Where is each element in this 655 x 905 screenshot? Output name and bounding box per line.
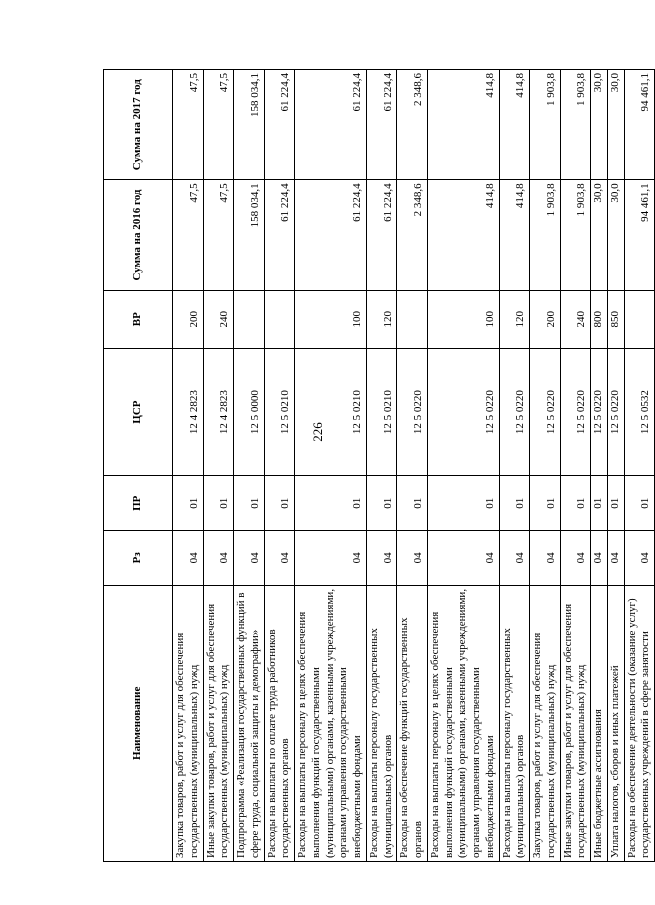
cell-pr: 01 bbox=[624, 476, 655, 531]
cell-pr: 01 bbox=[560, 476, 591, 531]
cell-rz: 04 bbox=[366, 531, 397, 586]
cell-csr: 12 5 0210 bbox=[366, 348, 397, 476]
cell-name: Расходы на выплаты персоналу в целях обеспечения выполнения функций государственными (муниципальными) органами, казенными учреждениями, органами управления государственными внебюджетными фондами bbox=[427, 585, 499, 861]
table-row bbox=[624, 70, 655, 862]
header-pr: ПР bbox=[104, 476, 173, 531]
table-row bbox=[264, 70, 295, 862]
cell-rz: 04 bbox=[397, 531, 428, 586]
cell-rz: 04 bbox=[591, 531, 608, 586]
cell-sum2017: 1 903,8 bbox=[560, 70, 591, 180]
cell-csr: 12 5 0220 bbox=[607, 348, 624, 476]
cell-sum2016: 2 348,6 bbox=[397, 180, 428, 290]
cell-vr bbox=[264, 290, 295, 348]
cell-sum2017: 61 224,4 bbox=[264, 70, 295, 180]
table-row bbox=[427, 70, 499, 862]
cell-vr: 120 bbox=[499, 290, 530, 348]
cell-csr: 12 5 0220 bbox=[560, 348, 591, 476]
cell-sum2016: 1 903,8 bbox=[530, 180, 561, 290]
table-row bbox=[607, 70, 624, 862]
cell-sum2017: 61 224,4 bbox=[366, 70, 397, 180]
cell-sum2016: 47,5 bbox=[203, 180, 234, 290]
cell-name: Расходы на выплаты персоналу в целях обеспечения выполнения функций государственными (муниципальными) органами, казенными учреждениями, органами управления государственными внебюджетными фондами bbox=[295, 585, 367, 861]
cell-csr: 12 5 0220 bbox=[499, 348, 530, 476]
cell-vr bbox=[234, 290, 265, 348]
cell-csr: 12 5 0220 bbox=[530, 348, 561, 476]
cell-name: Расходы на выплаты персоналу государственных (муниципальных) органов bbox=[366, 585, 397, 861]
cell-sum2017: 30,0 bbox=[591, 70, 608, 180]
cell-vr bbox=[397, 290, 428, 348]
cell-vr: 200 bbox=[530, 290, 561, 348]
table-row bbox=[234, 70, 265, 862]
cell-pr: 01 bbox=[427, 476, 499, 531]
budget-table-container bbox=[103, 69, 652, 862]
cell-sum2016: 414,8 bbox=[427, 180, 499, 290]
cell-name: Иные бюджетные ассигнования bbox=[591, 585, 608, 861]
cell-sum2017: 414,8 bbox=[499, 70, 530, 180]
cell-rz: 04 bbox=[203, 531, 234, 586]
cell-name: Уплата налогов, сборов и иных платежей bbox=[607, 585, 624, 861]
cell-sum2017: 30,0 bbox=[607, 70, 624, 180]
cell-csr: 12 5 0210 bbox=[295, 348, 367, 476]
cell-csr: 12 5 0220 bbox=[397, 348, 428, 476]
cell-pr: 01 bbox=[499, 476, 530, 531]
cell-pr: 01 bbox=[173, 476, 204, 531]
cell-vr: 240 bbox=[203, 290, 234, 348]
cell-vr: 100 bbox=[295, 290, 367, 348]
header-sum-2016: Сумма на 2016 год bbox=[104, 180, 173, 290]
cell-sum2016: 414,8 bbox=[499, 180, 530, 290]
cell-pr: 01 bbox=[397, 476, 428, 531]
header-vr: ВР bbox=[104, 290, 173, 348]
cell-pr: 01 bbox=[264, 476, 295, 531]
cell-sum2017: 414,8 bbox=[427, 70, 499, 180]
cell-name: Расходы на выплаты по оплате труда работников государственных органов bbox=[264, 585, 295, 861]
cell-pr: 01 bbox=[607, 476, 624, 531]
cell-sum2016: 1 903,8 bbox=[560, 180, 591, 290]
table-header-row bbox=[104, 70, 173, 862]
cell-rz: 04 bbox=[427, 531, 499, 586]
cell-rz: 04 bbox=[173, 531, 204, 586]
header-name: Наименование bbox=[104, 585, 173, 861]
cell-sum2017: 61 224,4 bbox=[295, 70, 367, 180]
cell-name: Расходы на выплаты персоналу государственных (муниципальных) органов bbox=[499, 585, 530, 861]
cell-pr: 01 bbox=[530, 476, 561, 531]
cell-name: Иные закупки товаров, работ и услуг для обеспечения государственных (муниципальных) нужд bbox=[560, 585, 591, 861]
cell-sum2017: 2 348,6 bbox=[397, 70, 428, 180]
cell-vr bbox=[624, 290, 655, 348]
cell-sum2017: 158 034,1 bbox=[234, 70, 265, 180]
cell-vr: 240 bbox=[560, 290, 591, 348]
table-row bbox=[591, 70, 608, 862]
cell-name: Расходы на обеспечение функций государственных органов bbox=[397, 585, 428, 861]
table-row bbox=[203, 70, 234, 862]
cell-sum2017: 47,5 bbox=[203, 70, 234, 180]
budget-table bbox=[103, 69, 655, 862]
page-number: 226 bbox=[310, 422, 325, 442]
header-rz: Рз bbox=[104, 531, 173, 586]
cell-rz: 04 bbox=[530, 531, 561, 586]
cell-vr: 200 bbox=[173, 290, 204, 348]
table-body bbox=[173, 70, 655, 862]
cell-rz: 04 bbox=[295, 531, 367, 586]
table-row bbox=[560, 70, 591, 862]
cell-vr: 100 bbox=[427, 290, 499, 348]
cell-sum2016: 61 224,4 bbox=[295, 180, 367, 290]
cell-pr: 01 bbox=[234, 476, 265, 531]
cell-csr: 12 5 0220 bbox=[427, 348, 499, 476]
cell-sum2017: 47,5 bbox=[173, 70, 204, 180]
table-row bbox=[366, 70, 397, 862]
cell-vr: 800 bbox=[591, 290, 608, 348]
cell-csr: 12 4 2823 bbox=[173, 348, 204, 476]
cell-name: Расходы на обеспечение деятельности (оказание услуг) государственных учреждений в сфере занятости bbox=[624, 585, 655, 861]
cell-csr: 12 5 0220 bbox=[591, 348, 608, 476]
cell-csr: 12 5 0532 bbox=[624, 348, 655, 476]
table-row bbox=[295, 70, 367, 862]
cell-name: Закупка товаров, работ и услуг для обеспечения государственных (муниципальных) нужд bbox=[173, 585, 204, 861]
cell-rz: 04 bbox=[607, 531, 624, 586]
cell-rz: 04 bbox=[499, 531, 530, 586]
cell-sum2016: 61 224,4 bbox=[264, 180, 295, 290]
cell-csr: 12 5 0210 bbox=[264, 348, 295, 476]
cell-rz: 04 bbox=[624, 531, 655, 586]
cell-pr: 01 bbox=[591, 476, 608, 531]
cell-name: Подпрограмма «Реализация государственных функций в сфере труда, социальной защиты и демографии» bbox=[234, 585, 265, 861]
cell-rz: 04 bbox=[560, 531, 591, 586]
cell-sum2017: 1 903,8 bbox=[530, 70, 561, 180]
cell-vr: 120 bbox=[366, 290, 397, 348]
cell-pr: 01 bbox=[203, 476, 234, 531]
table-row bbox=[499, 70, 530, 862]
cell-rz: 04 bbox=[264, 531, 295, 586]
cell-sum2016: 30,0 bbox=[607, 180, 624, 290]
cell-sum2016: 61 224,4 bbox=[366, 180, 397, 290]
header-csr: ЦСР bbox=[104, 348, 173, 476]
table-row bbox=[173, 70, 204, 862]
cell-name: Иные закупки товаров, работ и услуг для обеспечения государственных (муниципальных) нужд bbox=[203, 585, 234, 861]
cell-vr: 850 bbox=[607, 290, 624, 348]
cell-rz: 04 bbox=[234, 531, 265, 586]
table-row bbox=[397, 70, 428, 862]
cell-sum2017: 94 461,1 bbox=[624, 70, 655, 180]
table-row bbox=[530, 70, 561, 862]
cell-sum2016: 158 034,1 bbox=[234, 180, 265, 290]
cell-sum2016: 47,5 bbox=[173, 180, 204, 290]
cell-sum2016: 30,0 bbox=[591, 180, 608, 290]
cell-csr: 12 4 2823 bbox=[203, 348, 234, 476]
cell-pr: 01 bbox=[366, 476, 397, 531]
header-sum-2017: Сумма на 2017 год bbox=[104, 70, 173, 180]
cell-name: Закупка товаров, работ и услуг для обеспечения государственных (муниципальных) нужд bbox=[530, 585, 561, 861]
cell-csr: 12 5 0000 bbox=[234, 348, 265, 476]
cell-pr: 01 bbox=[295, 476, 367, 531]
cell-sum2016: 94 461,1 bbox=[624, 180, 655, 290]
